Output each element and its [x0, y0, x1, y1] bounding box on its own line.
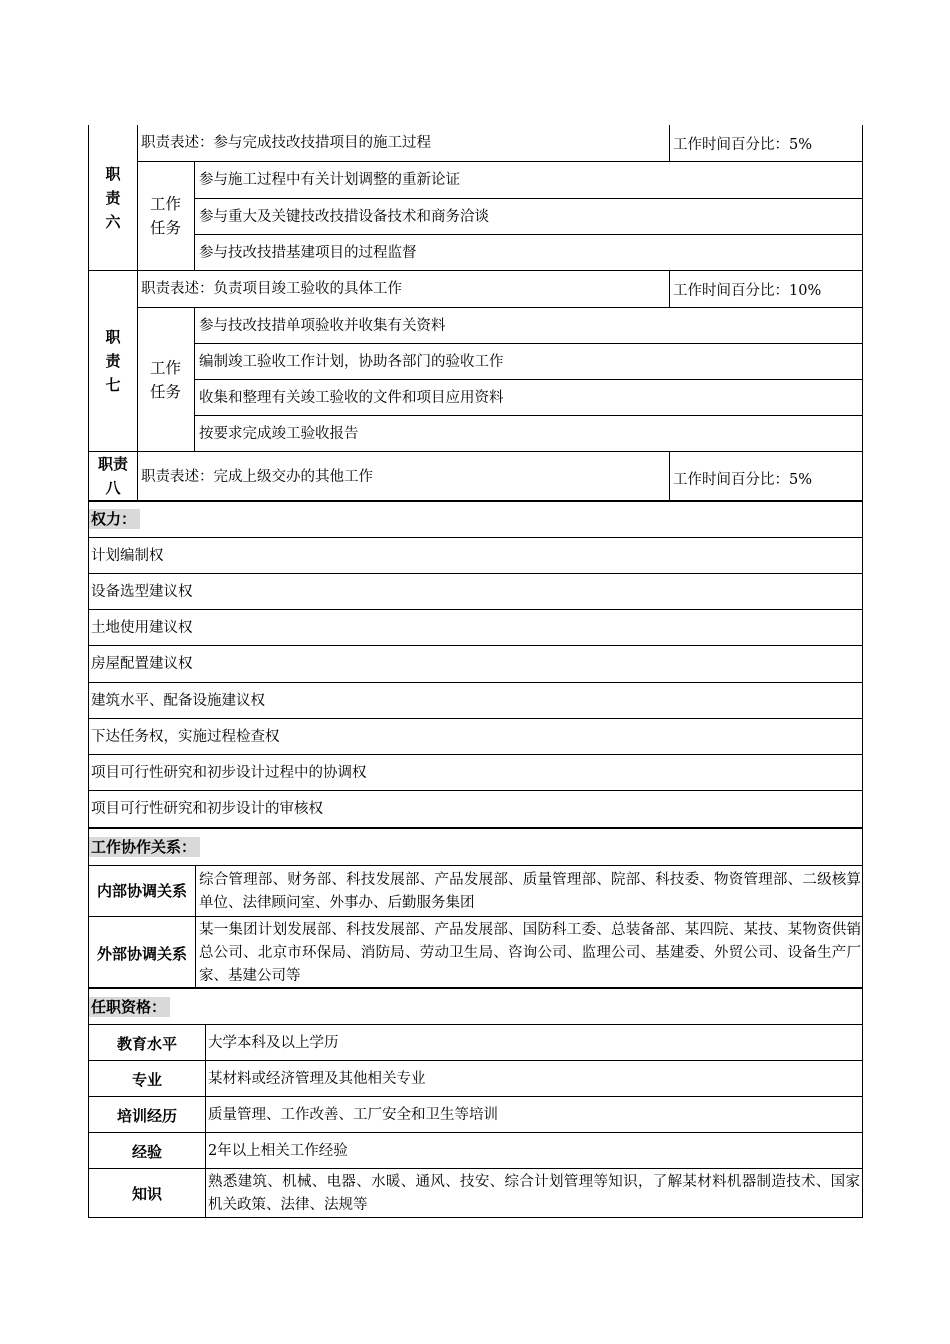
- duty-eight-time-pct: 工作时间百分比：5%: [673, 472, 813, 488]
- duty-six-task-1: 参与施工过程中有关计划调整的重新论证: [199, 172, 460, 188]
- qual-value-major: 某材料或经济管理及其他相关专业: [208, 1071, 426, 1087]
- authority-item-2: 设备选型建议权: [91, 584, 193, 600]
- qual-value-knowledge: 熟悉建筑、机械、电器、水暖、通风、技安、综合计划管理等知识，了解某材料机器制造技术、国家机关政策、法律、法规等: [208, 1174, 860, 1213]
- relations-section: [88, 828, 863, 988]
- relations-title: 工作协作关系：: [89, 837, 200, 857]
- qual-label-education: 教育水平: [116, 1034, 177, 1053]
- qual-label-training: 培训经历: [116, 1106, 177, 1125]
- duty-eight-statement: 职责表述：完成上级交办的其他工作: [141, 469, 373, 485]
- duty-seven-time-pct: 工作时间百分比：10%: [673, 283, 822, 299]
- duty-seven-label: 职 责 七: [105, 328, 121, 394]
- qualifications-section: [88, 988, 863, 1218]
- duty-seven-task-label: 工作 任务: [149, 358, 181, 401]
- authority-item-1: 计划编制权: [91, 548, 164, 564]
- duty-seven-statement: 职责表述：负责项目竣工验收的具体工作: [141, 281, 402, 297]
- external-relations-label: 外部协调关系: [96, 944, 187, 963]
- duty-six-task-2: 参与重大及关键技改技措设备技术和商务洽谈: [199, 209, 489, 225]
- internal-relations-label: 内部协调关系: [96, 882, 187, 900]
- duty-seven-task-4: 按要求完成竣工验收报告: [199, 426, 359, 442]
- qual-value-education: 大学本科及以上学历: [208, 1035, 339, 1051]
- qual-label-experience: 经验: [131, 1142, 162, 1161]
- authority-item-6: 下达任务权，实施过程检查权: [91, 729, 280, 745]
- qual-value-training: 质量管理、工作改善、工厂安全和卫生等培训: [208, 1107, 498, 1123]
- qualifications-title: 任职资格：: [89, 997, 170, 1017]
- duty-six-label: 职 责 六: [105, 164, 121, 231]
- duty-seven-block: [88, 271, 863, 452]
- authority-item-7: 项目可行性研究和初步设计过程中的协调权: [91, 765, 367, 781]
- duty-six-task-label: 工作 任务: [149, 195, 181, 237]
- duty-six-statement: 职责表述：参与完成技改技措项目的施工过程: [141, 135, 431, 151]
- duty-six-task-3: 参与技改技措基建项目的过程监督: [199, 245, 417, 261]
- authority-section: [88, 501, 863, 828]
- authority-item-3: 土地使用建议权: [91, 620, 193, 636]
- duty-six-time-pct: 工作时间百分比：5%: [673, 137, 813, 153]
- authority-title: 权力：: [89, 509, 140, 529]
- authority-item-4: 房屋配置建议权: [91, 656, 193, 672]
- duty-six-block: [88, 125, 863, 271]
- duty-eight-label: 职责 八: [97, 455, 128, 497]
- external-relations-text: 某一集团计划发展部、科技发展部、产品发展部、国防科工委、总装备部、某四院、某技、某物资供销总公司、北京市环保局、消防局、劳动卫生局、咨询公司、监理公司、基建委、外贸公司、设备生产厂家、基建公司等: [199, 922, 861, 984]
- duty-seven-task-2: 编制竣工验收工作计划，协助各部门的验收工作: [199, 354, 504, 370]
- authority-item-8: 项目可行性研究和初步设计的审核权: [91, 801, 323, 817]
- authority-item-5: 建筑水平、配备设施建议权: [91, 693, 265, 709]
- qual-value-experience: 2年以上相关工作经验: [208, 1143, 348, 1159]
- duty-seven-task-3: 收集和整理有关竣工验收的文件和项目应用资料: [199, 390, 504, 406]
- qual-label-major: 专业: [131, 1070, 162, 1089]
- job-description-table: [88, 125, 863, 1218]
- duty-seven-task-1: 参与技改技措单项验收并收集有关资料: [199, 318, 446, 334]
- qual-label-knowledge: 知识: [131, 1185, 162, 1203]
- internal-relations-text: 综合管理部、财务部、科技发展部、产品发展部、质量管理部、院部、科技委、物资管理部、二级核算单位、法律顾问室、外事办、后勤服务集团: [199, 872, 861, 911]
- duty-eight-block: [88, 452, 863, 501]
